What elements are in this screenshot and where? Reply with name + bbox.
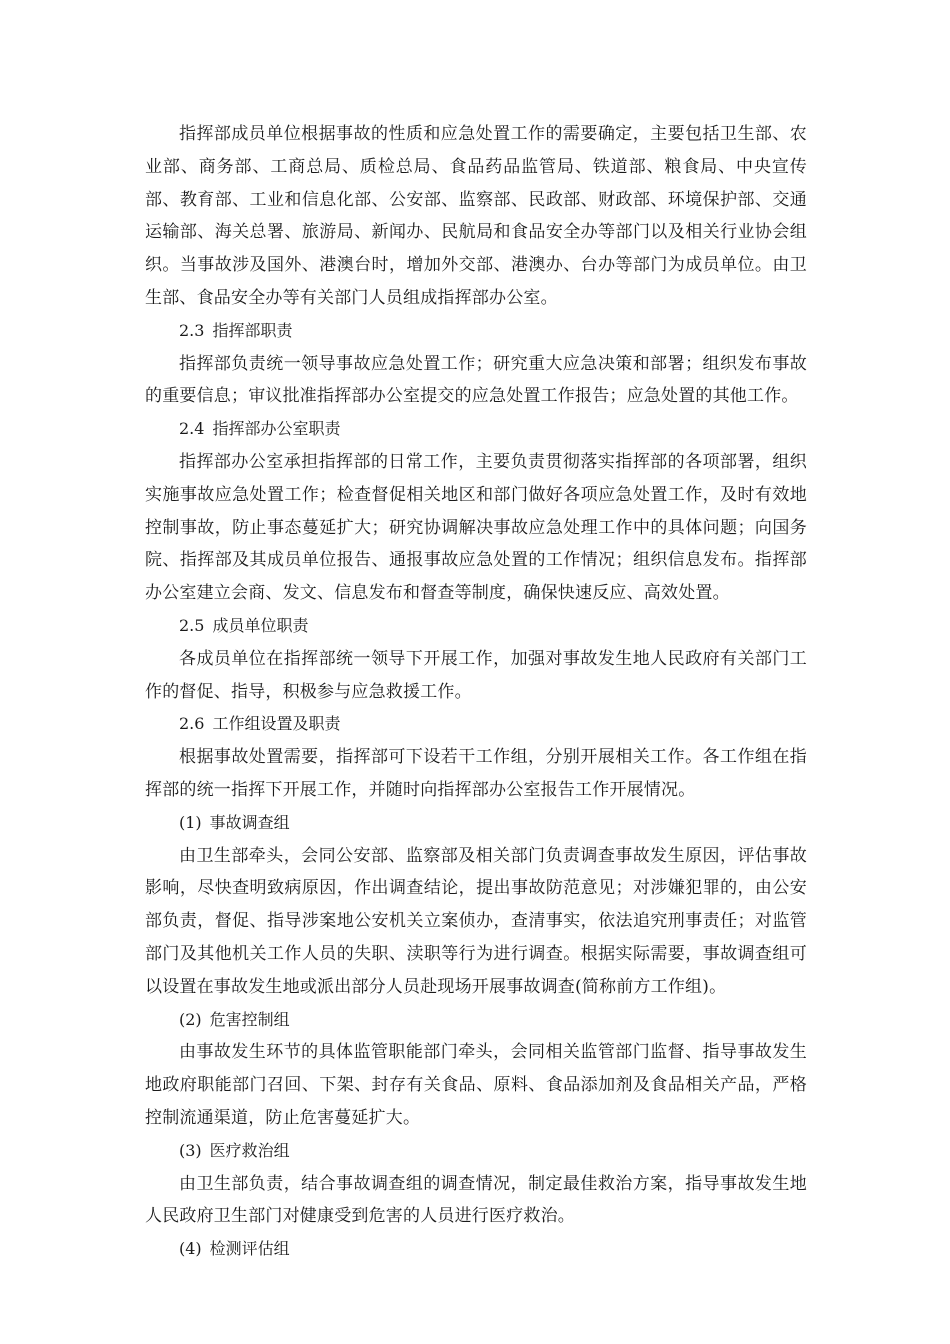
paragraph-office-duties: 指挥部办公室承担指挥部的日常工作，主要负责贯彻落实指挥部的各项部署，组织实施事故应急处置工作；检查督促相关地区和部门做好各项应急处置工作，及时有效地控制事故，防止事态蔓延扩大；研究协调解决事故应急处理工作中的具体问题；向国务院、指挥部及其成员单位报告、通报事故应急处置的工作情况；组织信息发布。指挥部办公室建立会商、发文、信息发布和督查等制度，确保快速反应、高效处置。 bbox=[145, 451, 807, 604]
paragraph-working-groups: 根据事故处置需要，指挥部可下设若干工作组，分别开展相关工作。各工作组在指挥部的统一指挥下开展工作，并随时向指挥部办公室报告工作开展情况。 bbox=[145, 747, 807, 800]
subsection-number: (1) bbox=[179, 812, 202, 832]
section-heading-2-6 bbox=[145, 708, 807, 741]
section-title: 工作组设置及职责 bbox=[212, 714, 341, 734]
section-heading-2-5 bbox=[145, 610, 807, 643]
paragraph-medical-group: 由卫生部负责，结合事故调查组的调查情况，制定最佳救治方案，指导事故发生地人民政府卫生部门对健康受到危害的人员进行医疗救治。 bbox=[145, 1173, 807, 1227]
subsection-title: 检测评估组 bbox=[209, 1239, 290, 1259]
subsection-title: 事故调查组 bbox=[209, 812, 290, 832]
subsection-heading-4 bbox=[145, 1233, 807, 1266]
section-title: 指挥部办公室职责 bbox=[212, 419, 341, 439]
subsection-number: (3) bbox=[179, 1140, 202, 1160]
subsection-number: (2) bbox=[179, 1009, 202, 1029]
paragraph-hazard-control-group: 由事故发生环节的具体监管职能部门牵头，会同相关监管部门监督、指导事故发生地政府职能部门召回、下架、封存有关食品、原料、食品添加剂及食品相关产品，严格控制流通渠道，防止危害蔓延扩大。 bbox=[145, 1042, 807, 1128]
section-title: 指挥部职责 bbox=[212, 320, 293, 340]
paragraph-hq-duties: 指挥部负责统一领导事故应急处置工作；研究重大应急决策和部署；组织发布事故的重要信息；审议批准指挥部办公室提交的应急处置工作报告；应急处置的其他工作。 bbox=[145, 353, 807, 407]
paragraph-investigation-group: 由卫生部牵头，会同公安部、监察部及相关部门负责调查事故发生原因，评估事故影响，尽快查明致病原因，作出调查结论，提出事故防范意见；对涉嫌犯罪的，由公安部负责，督促、指导涉案地公安机关立案侦办，查清事实，依法追究刑事责任；对监管部门及其他机关工作人员的失职、渎职等行为进行调查。根据实际需要，事故调查组可以设置在事故发生地或派出部分人员赴现场开展事故调查(简称前方工作组)。 bbox=[145, 845, 807, 997]
paragraph-member-units: 指挥部成员单位根据事故的性质和应急处置工作的需要确定，主要包括卫生部、农业部、商务部、工商总局、质检总局、食品药品监管局、铁道部、粮食局、中央宣传部、教育部、工业和信息化部、公安部、监察部、民政部、财政部、环境保护部、交通运输部、海关总署、旅游局、新闻办、民航局和食品安全办等部门以及相关行业协会组织。当事故涉及国外、港澳台时，增加外交部、港澳办、台办等部门为成员单位。由卫生部、食品安全办等有关部门人员组成指挥部办公室。 bbox=[145, 124, 807, 308]
subsection-heading-1 bbox=[145, 807, 807, 840]
section-number: 2.3 bbox=[179, 320, 205, 340]
subsection-number: (4) bbox=[179, 1239, 202, 1259]
section-heading-2-3 bbox=[145, 315, 807, 348]
subsection-heading-3 bbox=[145, 1135, 807, 1168]
section-number: 2.6 bbox=[179, 714, 205, 734]
subsection-title: 危害控制组 bbox=[209, 1009, 290, 1029]
section-title: 成员单位职责 bbox=[212, 615, 309, 635]
paragraph-unit-duties: 各成员单位在指挥部统一领导下开展工作，加强对事故发生地人民政府有关部门工作的督促、指导，积极参与应急救援工作。 bbox=[145, 648, 807, 702]
document-body bbox=[145, 118, 807, 1266]
section-number: 2.5 bbox=[179, 615, 205, 635]
subsection-title: 医疗救治组 bbox=[209, 1140, 290, 1160]
subsection-heading-2 bbox=[145, 1004, 807, 1037]
section-heading-2-4 bbox=[145, 413, 807, 446]
section-number: 2.4 bbox=[179, 419, 205, 439]
